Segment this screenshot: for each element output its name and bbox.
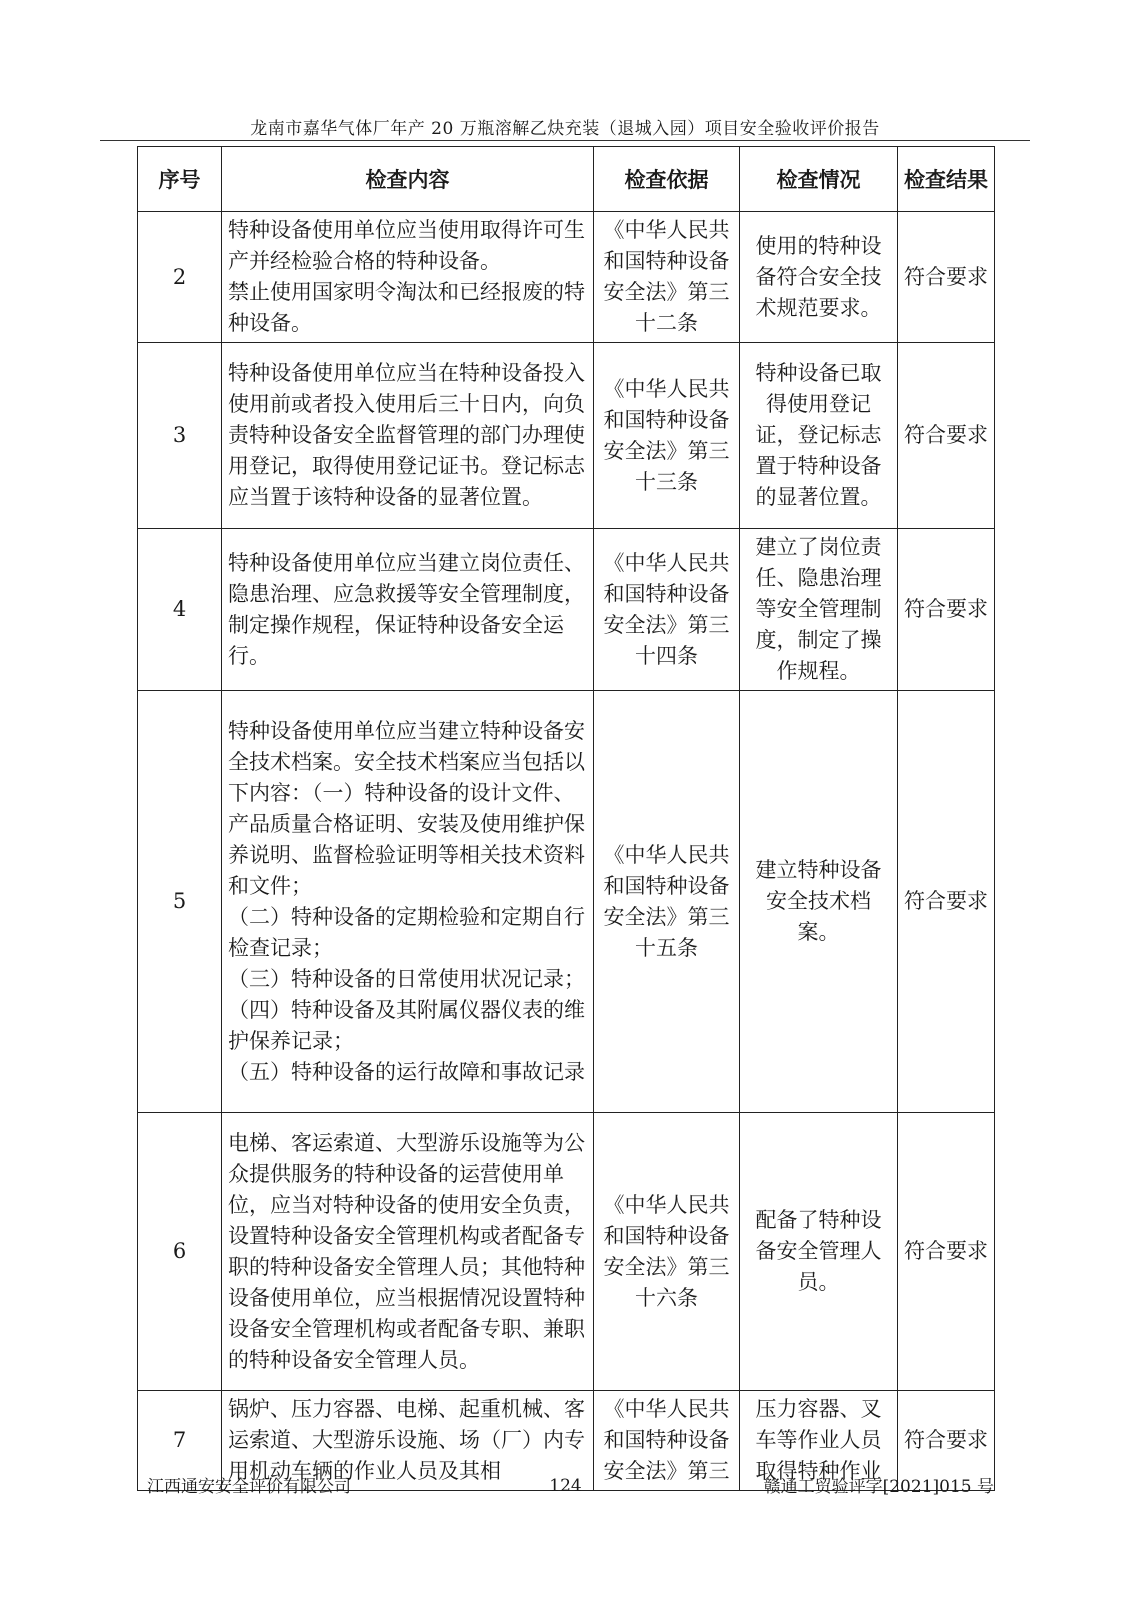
row-basis: 《中华人民共和国特种设备安全法》第三十二条 (594, 212, 740, 343)
row-content (222, 1113, 594, 1391)
content-line: （四）特种设备及其附属仪器仪表的维护保养记录； (228, 997, 585, 1053)
row-status: 建立了岗位责任、隐患治理等安全管理制度，制定了操作规程。 (740, 529, 898, 691)
row-result: 符合要求 (898, 529, 995, 691)
table-row (138, 212, 995, 343)
table-row (138, 1113, 995, 1391)
footer-doc-number: 赣通工贸验评字[2021]015 号 (763, 1477, 994, 1497)
col-header-result: 检查结果 (898, 147, 995, 212)
col-header-num: 序号 (138, 147, 222, 212)
row-status: 使用的特种设备符合安全技术规范要求。 (740, 212, 898, 343)
col-header-basis: 检查依据 (594, 147, 740, 212)
row-basis: 《中华人民共和国特种设备安全法》第三十三条 (594, 343, 740, 529)
row-num: 4 (138, 529, 222, 691)
col-header-content: 检查内容 (222, 147, 594, 212)
row-num: 6 (138, 1113, 222, 1391)
row-content (222, 529, 594, 691)
inspection-table (137, 146, 995, 1491)
row-content (222, 212, 594, 343)
row-status: 建立特种设备安全技术档案。 (740, 691, 898, 1113)
content-line: 特种设备使用单位应当在特种设备投入使用前或者投入使用后三十日内，向负责特种设备安全监督管理的部门办理使用登记，取得使用登记证书。登记标志应当置于该特种设备的显著位置。 (228, 361, 585, 509)
content-line: （三）特种设备的日常使用状况记录； (228, 966, 585, 991)
row-num: 3 (138, 343, 222, 529)
row-status: 特种设备已取得使用登记证，登记标志置于特种设备的显著位置。 (740, 343, 898, 529)
row-status: 压力容器、叉车等作业人员取得特种作业 (740, 1391, 898, 1491)
row-num: 2 (138, 212, 222, 343)
row-basis: 《中华人民共和国特种设备安全法》第三 (594, 1391, 740, 1491)
content-line: 特种设备使用单位应当使用取得许可生产并经检验合格的特种设备。 (228, 218, 585, 273)
row-num: 5 (138, 691, 222, 1113)
content-line: （五）特种设备的运行故障和事故记录 (228, 1059, 585, 1084)
table-row (138, 343, 995, 529)
row-result: 符合要求 (898, 1391, 995, 1491)
col-header-status: 检查情况 (740, 147, 898, 212)
content-line: 锅炉、压力容器、电梯、起重机械、客运索道、大型游乐设施、场（厂）内专用机动车辆的作业人员及其相 (228, 1397, 585, 1483)
row-result: 符合要求 (898, 1113, 995, 1391)
row-content (222, 343, 594, 529)
page-number: 124 (549, 1476, 582, 1496)
row-basis: 《中华人民共和国特种设备安全法》第三十四条 (594, 529, 740, 691)
report-title: 龙南市嘉华气体厂年产 20 万瓶溶解乙炔充装（退城入园）项目安全验收评价报告 (250, 119, 880, 139)
content-line: 特种设备使用单位应当建立岗位责任、隐患治理、应急救援等安全管理制度，制定操作规程，保证特种设备安全运行。 (228, 550, 585, 668)
row-status: 配备了特种设备安全管理人员。 (740, 1113, 898, 1391)
table-row (138, 529, 995, 691)
row-content (222, 691, 594, 1113)
row-num: 7 (138, 1391, 222, 1491)
row-basis: 《中华人民共和国特种设备安全法》第三十五条 (594, 691, 740, 1113)
footer-company: 江西通安安全评价有限公司 (147, 1477, 351, 1497)
content-line: （二）特种设备的定期检验和定期自行检查记录； (228, 904, 585, 960)
content-line: 特种设备使用单位应当建立特种设备安全技术档案。安全技术档案应当包括以下内容：（一）特种设备的设计文件、产品质量合格证明、安装及使用维护保养说明、监督检验证明等相关技术资料和文件； (228, 718, 585, 898)
table-row (138, 691, 995, 1113)
header-divider (100, 140, 1030, 141)
row-result: 符合要求 (898, 212, 995, 343)
row-basis: 《中华人民共和国特种设备安全法》第三十六条 (594, 1113, 740, 1391)
content-line: 禁止使用国家明令淘汰和已经报废的特种设备。 (228, 280, 585, 335)
row-result: 符合要求 (898, 343, 995, 529)
table-header-row (138, 147, 995, 212)
content-line: 电梯、客运索道、大型游乐设施等为公众提供服务的特种设备的运营使用单位，应当对特种设备的使用安全负责，设置特种设备安全管理机构或者配备专职的特种设备安全管理人员；其他特种设备使用单位，应当根据情况设置特种设备安全管理机构或者配备专职、兼职的特种设备安全管理人员。 (228, 1130, 585, 1372)
row-result: 符合要求 (898, 691, 995, 1113)
